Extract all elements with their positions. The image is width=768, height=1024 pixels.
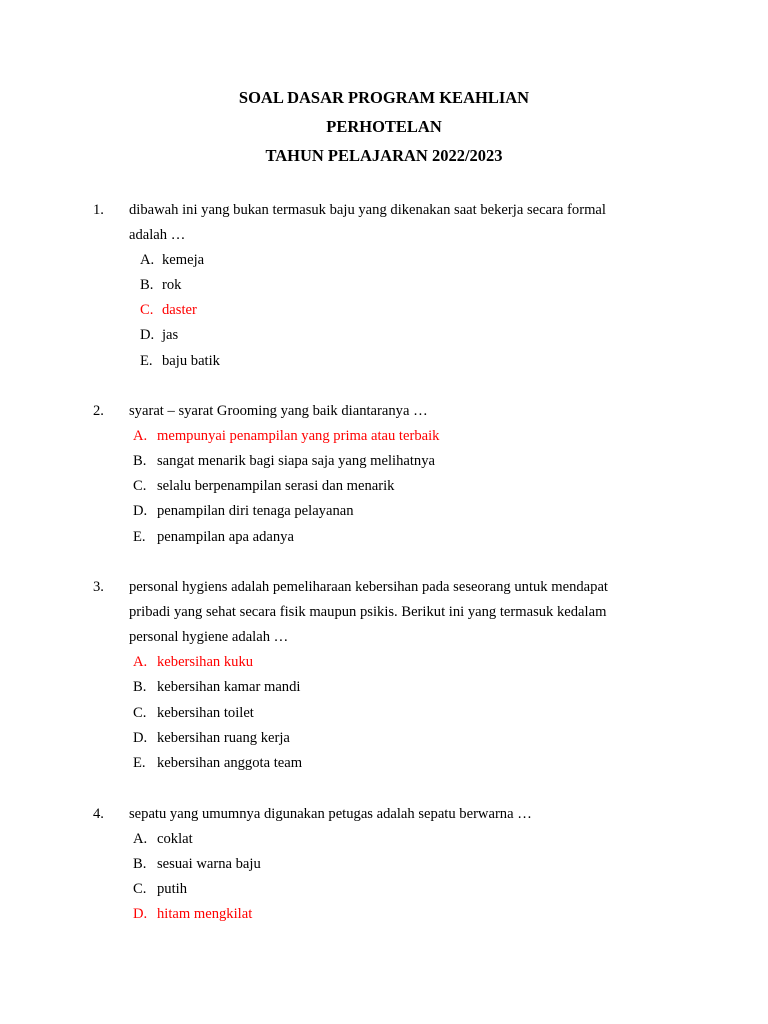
option-text: hitam mengkilat xyxy=(157,906,253,922)
option-text: selalu berpenampilan serasi dan menarik xyxy=(157,478,395,494)
option-letter: D. xyxy=(133,906,148,922)
option-text: kebersihan kuku xyxy=(157,654,254,670)
option-letter: E. xyxy=(140,353,153,369)
option-text: putih xyxy=(157,881,187,897)
question-text-line: personal hygiene adalah … xyxy=(129,629,289,645)
option-letter: A. xyxy=(133,654,148,670)
option-letter: B. xyxy=(133,856,147,872)
question-number: 4. xyxy=(93,806,104,822)
question-text-line: personal hygiens adalah pemeliharaan kebersihan pada seseorang untuk mendapat xyxy=(129,579,608,595)
option-text: sangat menarik bagi siapa saja yang melihatnya xyxy=(157,453,435,469)
option-text: baju batik xyxy=(162,353,220,369)
option-letter: E. xyxy=(133,529,146,545)
option-text: kebersihan anggota team xyxy=(157,755,303,771)
option-text: penampilan diri tenaga pelayanan xyxy=(157,503,354,519)
option-text: coklat xyxy=(157,831,193,847)
option-text: jas xyxy=(162,327,179,343)
option-letter: B. xyxy=(133,679,147,695)
option-letter: B. xyxy=(140,277,154,293)
question-text-line: dibawah ini yang bukan termasuk baju yang dikenakan saat bekerja secara formal xyxy=(129,202,606,218)
question-number: 2. xyxy=(93,403,104,419)
document-title-line-1: SOAL DASAR PROGRAM KEAHLIAN xyxy=(238,88,530,107)
option-text: rok xyxy=(162,277,182,293)
question-text-line: sepatu yang umumnya digunakan petugas adalah sepatu berwarna … xyxy=(129,806,532,822)
option-letter: A. xyxy=(133,831,148,847)
document-title-line-2: PERHOTELAN xyxy=(326,117,442,136)
option-letter: C. xyxy=(133,478,147,494)
option-letter: E. xyxy=(133,755,146,771)
option-letter: C. xyxy=(133,705,147,721)
option-text: mempunyai penampilan yang prima atau terbaik xyxy=(157,428,440,444)
option-letter: D. xyxy=(133,503,148,519)
question-number: 1. xyxy=(93,202,104,218)
option-letter: C. xyxy=(140,302,154,318)
option-text: penampilan apa adanya xyxy=(157,529,294,545)
option-letter: A. xyxy=(133,428,148,444)
option-letter: D. xyxy=(140,327,155,343)
option-letter: C. xyxy=(133,881,147,897)
question-text-line: pribadi yang sehat secara fisik maupun psikis. Berikut ini yang termasuk kedalam xyxy=(129,604,607,620)
option-text: kebersihan kamar mandi xyxy=(157,679,301,695)
option-text: daster xyxy=(162,302,197,318)
question-text-line: syarat – syarat Grooming yang baik diantaranya … xyxy=(129,403,428,419)
document-title-line-3: TAHUN PELAJARAN 2022/2023 xyxy=(265,146,503,165)
option-letter: B. xyxy=(133,453,147,469)
option-text: kebersihan toilet xyxy=(157,705,254,721)
option-text: sesuai warna baju xyxy=(157,856,261,872)
option-text: kebersihan ruang kerja xyxy=(157,730,290,746)
option-letter: D. xyxy=(133,730,148,746)
option-letter: A. xyxy=(140,252,155,268)
option-text: kemeja xyxy=(162,252,205,268)
question-text-line: adalah … xyxy=(129,227,186,243)
question-number: 3. xyxy=(93,579,104,595)
